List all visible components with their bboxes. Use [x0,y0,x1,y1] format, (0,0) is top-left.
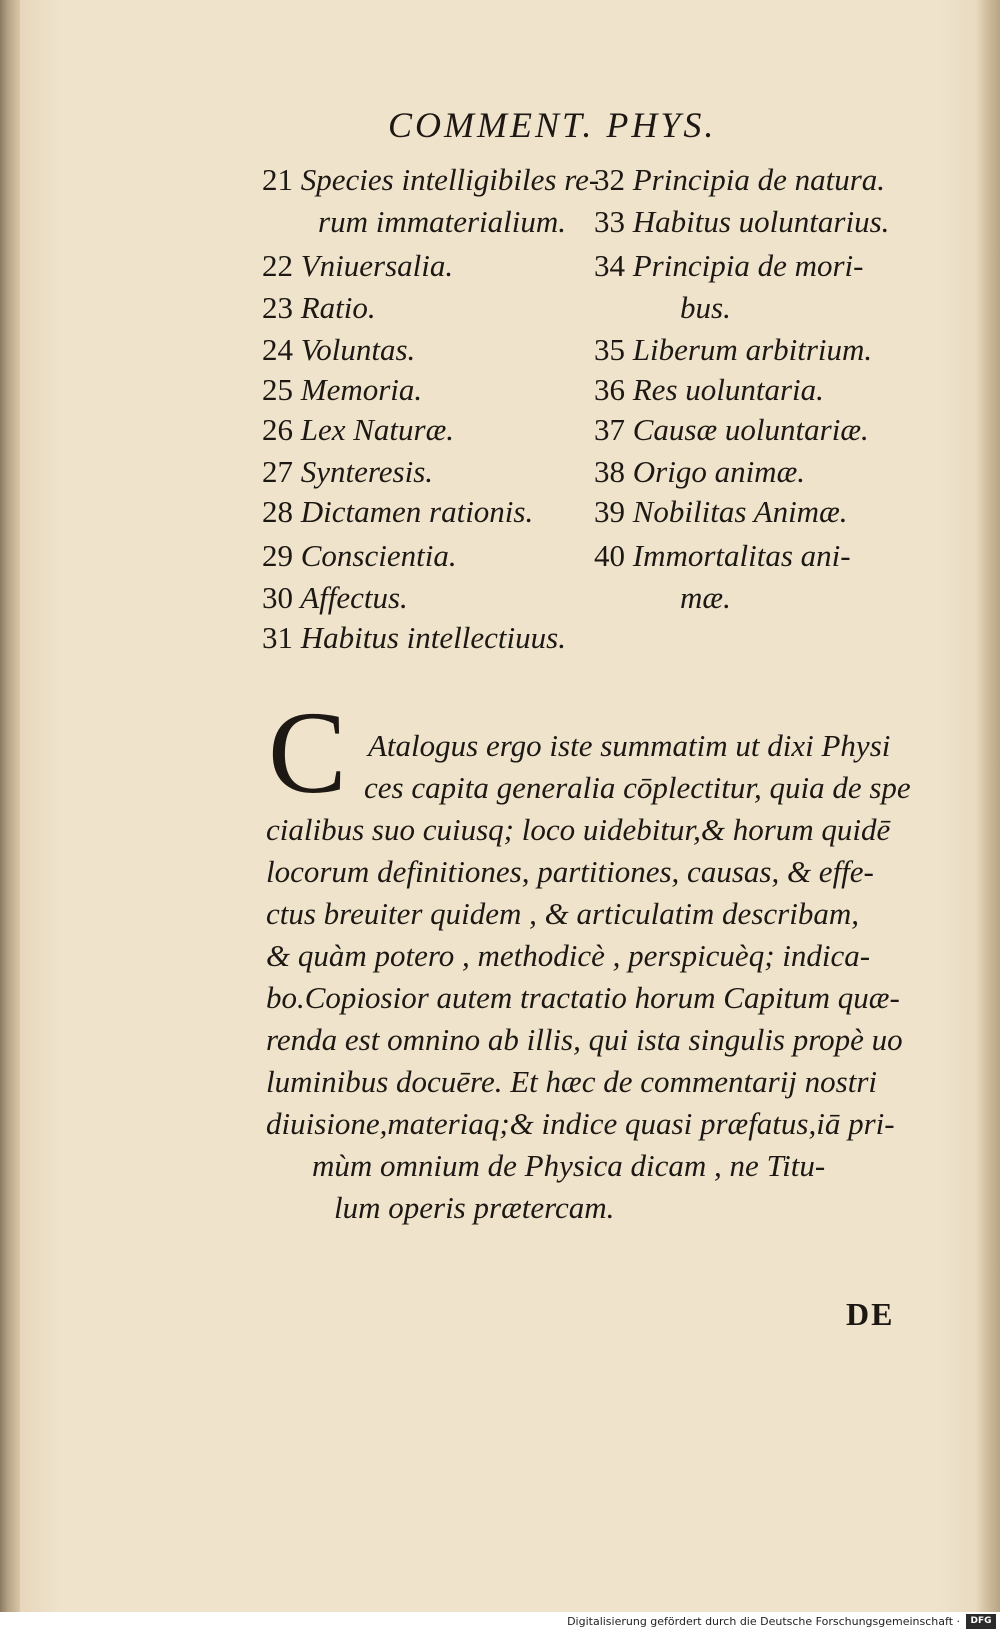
index-text: bus. [680,290,731,325]
index-entry [594,496,848,527]
index-number: 39 [594,494,625,529]
index-entry [680,292,731,323]
index-text: rum immaterialium. [318,204,566,239]
catchword: DE [846,1296,895,1332]
index-entry [262,582,408,613]
index-text: Conscientia. [300,538,457,573]
index-entry [594,206,889,237]
index-entry [594,334,872,365]
footer-credit: Digitalisierung gefördert durch die Deutsche Forschungsgemeinschaft · [567,1615,960,1628]
index-number: 25 [262,372,293,407]
index-entry [262,540,457,571]
index-text: Memoria. [300,372,423,407]
index-entry [594,164,885,195]
paragraph-line: bo.Copiosior autem tractatio horum Capitum quæ- [266,980,900,1015]
running-header: COMMENT. PHYS. [388,105,717,145]
index-entry [262,496,533,527]
index-text: Vniuersalia. [300,248,454,283]
index-text: mæ. [680,580,731,615]
index-text: Lex Naturæ. [300,412,455,447]
index-text: Synteresis. [300,454,434,489]
index-text: Voluntas. [300,332,416,367]
index-text: Principia de mori- [632,248,864,283]
index-entry [262,334,415,365]
index-entry [594,456,805,487]
index-number: 21 [262,162,293,197]
paragraph-line: luminibus docuēre. Et hæc de commentarij nostri [266,1064,878,1099]
index-number: 22 [262,248,293,283]
index-number: 40 [594,538,625,573]
paragraph-line: Atalogus ergo iste summatim ut dixi Physi [368,728,891,763]
paragraph-line: & quàm potero , methodicè , perspicuèq; indica- [266,938,871,973]
index-text: Affectus. [300,580,408,615]
index-number: 38 [594,454,625,489]
index-text: Origo animæ. [632,454,805,489]
index-text: Principia de natura. [632,162,886,197]
paragraph-line: mùm omnium de Physica dicam , ne Titu- [312,1148,826,1183]
index-text: Res uoluntaria. [632,372,824,407]
index-text: Nobilitas Animæ. [632,494,848,529]
index-number: 30 [262,580,293,615]
index-entry [594,250,864,281]
page-fore-edge [976,0,1000,1612]
paragraph-line: cialibus suo cuiusq; loco uidebitur,& horum quidē [266,812,891,847]
index-number: 27 [262,454,293,489]
digitization-footer [0,1612,1000,1633]
drop-capital: C [268,687,347,818]
index-number: 23 [262,290,293,325]
index-entry [262,292,376,323]
index-text: Dictamen rationis. [300,494,534,529]
index-number: 24 [262,332,293,367]
index-entry [262,414,454,445]
paragraph-line: diuisione,materiaq;& indice quasi præfatus,iā pri- [266,1106,895,1141]
index-text: Ratio. [300,290,376,325]
dfg-logo: DFG [966,1614,996,1629]
paragraph-line: ces capita generalia cōplectitur, quia de spe [364,770,911,805]
index-entry [262,164,599,195]
index-entry [262,250,453,281]
paragraph-line: ctus breuiter quidem , & articulatim describam, [266,896,859,931]
index-text: Liberum arbitrium. [632,332,873,367]
index-number: 35 [594,332,625,367]
index-entry [262,456,433,487]
index-number: 36 [594,372,625,407]
index-entry [262,374,422,405]
index-text: Habitus uoluntarius. [632,204,890,239]
paragraph-line: locorum definitiones, partitiones, causas, & effe- [266,854,874,889]
index-number: 33 [594,204,625,239]
index-entry [680,582,731,613]
paragraph-line: renda est omnino ab illis, qui ista singulis propè uo [266,1022,903,1057]
index-entry [318,206,566,237]
index-number: 37 [594,412,625,447]
index-entry [262,622,566,653]
index-text: Species intelligibiles re- [300,162,600,197]
index-text: Causæ uoluntariæ. [632,412,869,447]
index-number: 29 [262,538,293,573]
index-number: 31 [262,620,293,655]
index-text: Habitus intellectiuus. [300,620,566,655]
index-number: 28 [262,494,293,529]
index-entry [594,540,851,571]
paragraph-line: lum operis prætercam. [334,1190,615,1225]
index-number: 34 [594,248,625,283]
index-number: 26 [262,412,293,447]
index-entry [594,414,869,445]
index-number: 32 [594,162,625,197]
index-entry [594,374,824,405]
index-text: Immortalitas ani- [632,538,851,573]
page-binding-edge [0,0,20,1612]
